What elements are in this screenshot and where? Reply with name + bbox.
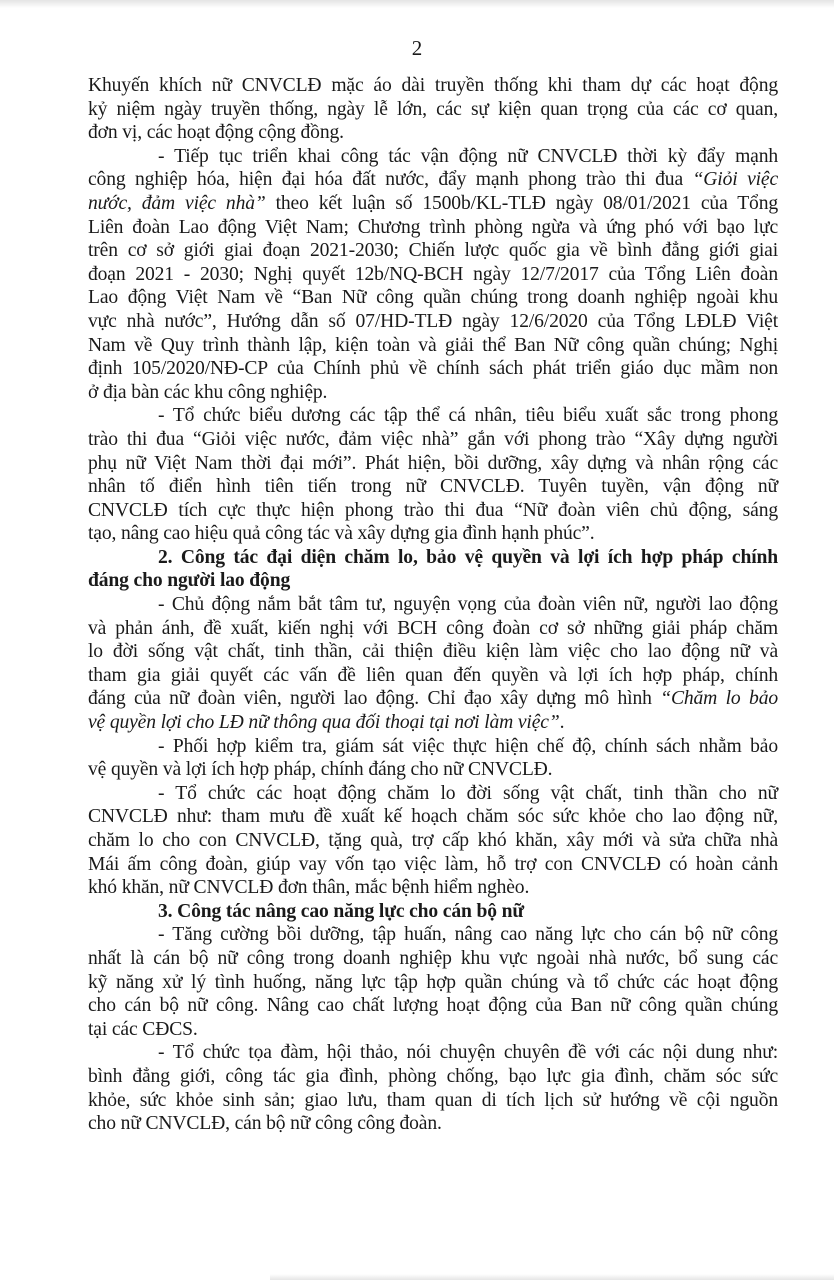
text-line: trên cơ sở giới giai đoạn 2021-2030; Chiến lược quốc gia về bình đẳng giới giai: [88, 240, 778, 262]
text-line: khó khăn, nữ CNVCLĐ đơn thân, mắc bệnh hiểm nghèo.: [88, 877, 530, 899]
text-line: phụ nữ Việt Nam thời đại mới”. Phát hiện, bồi dưỡng, xây dựng và nhân rộng các: [88, 452, 778, 474]
paragraph: [88, 404, 778, 546]
text-line: - Tổ chức tọa đàm, hội thảo, nói chuyện chuyên đề với các nội dung như:: [158, 1042, 778, 1064]
text-line: - Tổ chức biểu dương các tập thể cá nhân, tiêu biểu xuất sắc trong phong: [158, 405, 778, 427]
text-line: tham gia giải quyết các vấn đề liên quan đến quyền và lợi ích hợp pháp, chính: [88, 664, 778, 686]
text-line: tại các CĐCS.: [88, 1018, 198, 1040]
text-line: Khuyến khích nữ CNVCLĐ mặc áo dài truyền thống khi tham dự các hoạt động: [88, 75, 778, 96]
text-line: Nam về Quy trình thành lập, kiện toàn và giải thể Ban Nữ công quần chúng; Nghị: [88, 334, 778, 356]
text-line: - Tổ chức các hoạt động chăm lo đời sống vật chất, tinh thần cho nữ: [158, 782, 778, 804]
italic-run: nước, đảm việc nhà”: [88, 192, 266, 214]
text-line: - Phối hợp kiểm tra, giám sát việc thực hiện chế độ, chính sách nhằm bảo: [158, 735, 778, 757]
text-line: vực nhà nước”, Hướng dẫn số 07/HD-TLĐ ngày 12/6/2020 của Tổng LĐLĐ Việt: [88, 310, 778, 332]
text-line: nhất là cán bộ nữ công trong doanh nghiệp khu vực ngoài nhà nước, bổ sung các: [88, 947, 778, 969]
paragraph: [88, 1041, 778, 1135]
text-line: Liên đoàn Lao động Việt Nam; Chương trình phòng ngừa và ứng phó với bạo lực: [88, 216, 778, 238]
text-line: đáng cho người lao động: [88, 570, 291, 592]
text-line: CNVCLĐ tích cực thực hiện phong trào thi đua “Nữ đoàn viên chủ động, sáng: [88, 499, 778, 521]
italic-run: vệ quyền lợi cho LĐ nữ thông qua đối thoại tại nơi làm việc”: [88, 712, 560, 734]
text-line: vệ quyền và lợi ích hợp pháp, chính đáng cho nữ CNVCLĐ.: [88, 759, 553, 781]
paragraph: [88, 593, 778, 735]
text-line: - Tiếp tục triển khai công tác vận động nữ CNVCLĐ thời kỳ đẩy mạnh: [158, 145, 778, 167]
scan-edge-bottom: [270, 1274, 834, 1280]
text-line: khỏe, sức khỏe sinh sản; giao lưu, tham quan di tích lịch sử hướng về cội nguồn: [88, 1089, 778, 1111]
text-line: [88, 168, 778, 192]
text-line: lo đời sống vật chất, tinh thần, cải thiện điều kiện làm việc cho lao động nữ và: [88, 641, 778, 663]
text-line: 2. Công tác đại diện chăm lo, bảo vệ quyền và lợi ích hợp pháp chính: [158, 546, 778, 568]
text-line: trào thi đua “Giỏi việc nước, đảm việc nhà” gắn với phong trào “Xây dựng người: [88, 428, 778, 450]
section-heading: [88, 546, 778, 593]
text-run: công nghiệp hóa, hiện đại hóa đất nước, đẩy mạnh phong trào thi đua: [88, 169, 693, 191]
paragraph: [88, 923, 778, 1041]
page-number: 2: [411, 36, 423, 60]
text-line: - Chủ động nắm bắt tâm tư, nguyện vọng của đoàn viên nữ, người lao động: [158, 594, 778, 616]
text-run: theo kết luận số 1500b/KL-TLĐ ngày 08/01/2021 của Tổng: [265, 192, 778, 214]
text-line: ở địa bàn các khu công nghiệp.: [88, 381, 328, 403]
text-line: - Tăng cường bồi dưỡng, tập huấn, nâng cao năng lực cho cán bộ nữ công: [158, 924, 778, 946]
paragraph: [88, 735, 778, 782]
text-line: kỷ niệm ngày truyền thống, ngày lễ lớn, các sự kiện quan trọng của các cơ quan,: [88, 98, 778, 120]
text-line: 3. Công tác nâng cao năng lực cho cán bộ nữ: [158, 900, 524, 922]
text-run: đáng của nữ đoàn viên, người lao động. Chỉ đạo xây dựng mô hình: [88, 688, 661, 710]
text-line: nhân tố điển hình tiên tiến trong nữ CNVCLĐ. Tuyên tuyền, vận động nữ: [88, 476, 778, 498]
text-line: CNVCLĐ như: tham mưu đề xuất kế hoạch chăm sóc sức khỏe cho lao động nữ,: [88, 806, 778, 828]
text-line: kỹ năng xử lý tình huống, năng lực tập hợp quần chúng và tổ chức các hoạt động: [88, 971, 778, 993]
scan-edge-top: [0, 0, 834, 8]
text-line: cho nữ CNVCLĐ, cán bộ nữ công công đoàn.: [88, 1113, 442, 1135]
text-line: định 105/2020/NĐ-CP của Chính phủ về chính sách phát triển giáo dục mầm non: [88, 358, 778, 380]
text-line: bình đẳng giới, công tác gia đình, phòng chống, bạo lực gia đình, chăm sóc sức: [88, 1065, 778, 1087]
text-line: chăm lo cho con CNVCLĐ, tặng quà, trợ cấp khó khăn, xây mới và sửa chữa nhà: [88, 830, 778, 851]
text-line: Lao động Việt Nam về “Ban Nữ công quần chúng trong doanh nghiệp ngoài khu: [88, 287, 778, 309]
paragraph: [88, 782, 778, 900]
text-line: Mái ấm công đoàn, giúp vay vốn tạo việc làm, hỗ trợ con CNVCLĐ có hoàn cảnh: [88, 853, 778, 875]
paragraph: [88, 145, 778, 405]
italic-run: “Chăm lo bảo: [660, 688, 778, 710]
section-heading: [88, 900, 778, 924]
text-line: [88, 687, 778, 711]
text-line: [88, 192, 778, 216]
text-run: .: [559, 712, 565, 734]
text-line: tạo, nâng cao hiệu quả công tác và xây dựng gia đình hạnh phúc”.: [88, 523, 595, 545]
text-line: đơn vị, các hoạt động cộng đồng.: [88, 122, 344, 144]
paragraph: [88, 74, 778, 145]
document-body: [88, 74, 778, 1136]
text-line: đoạn 2021 - 2030; Nghị quyết 12b/NQ-BCH ngày 12/7/2017 của Tổng Liên đoàn: [88, 263, 778, 285]
text-line: và phản ánh, đề xuất, kiến nghị với BCH công đoàn cơ sở những giải pháp chăm: [88, 617, 778, 639]
text-line: [88, 711, 778, 735]
text-line: cho cán bộ nữ công. Nâng cao chất lượng hoạt động của Ban nữ công quần chúng: [88, 995, 778, 1017]
italic-run: “Giỏi việc: [692, 169, 778, 191]
